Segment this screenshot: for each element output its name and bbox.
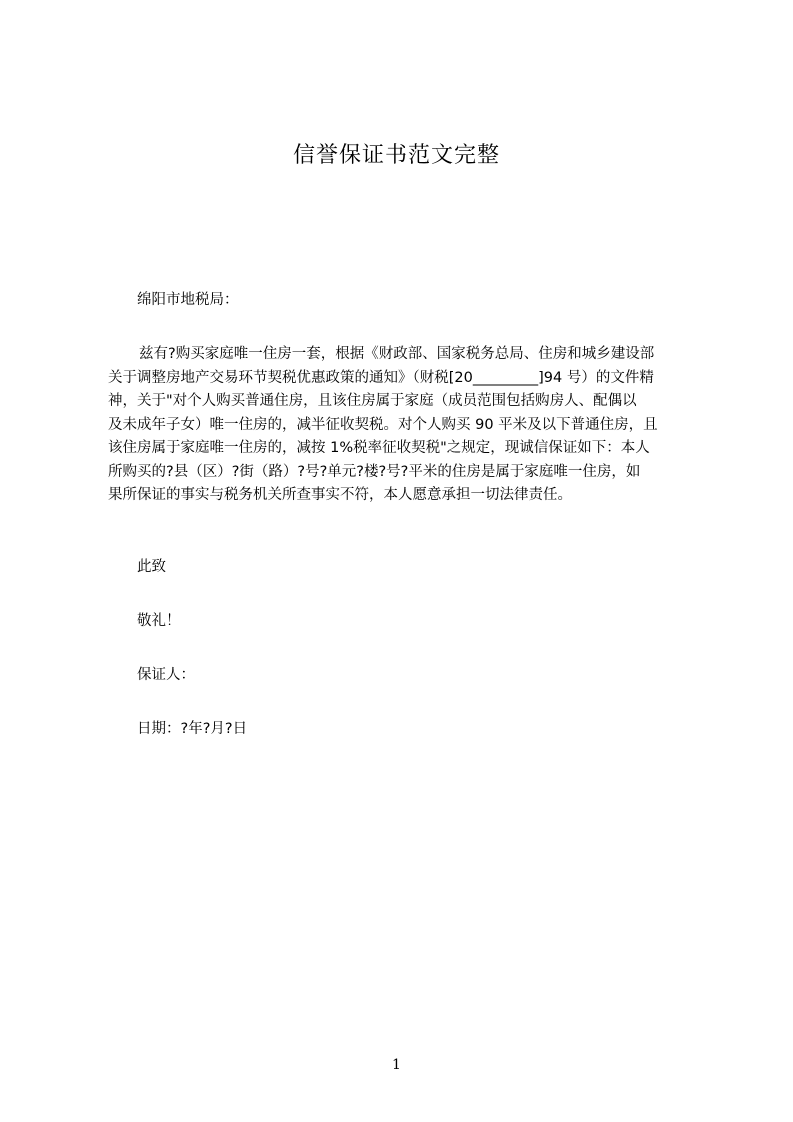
page-number: 1 [392,1057,401,1073]
salutation: 绵阳市地税局： [137,292,239,308]
body-line: 及未成年子女）唯一住房的，减半征收契税。对个人购买 90 平米及以下普通住房，且 [108,416,658,433]
body-line: 该住房属于家庭唯一住房的，减按 1%税率征收契税"之规定，现诚信保证如下：本人 [108,440,650,456]
guarantor-label: 保证人： [137,667,195,683]
closing-ci-zhi: 此致 [137,559,166,575]
date-label: 日期：?年?月?日 [137,721,248,737]
document-title: 信誉保证书范文完整 [292,143,500,168]
body-line: 神，关于"对个人购买普通住房，且该住房属于家庭（成员范围包括购房人、配偶以 [108,393,637,409]
closing-jing-li: 敬礼！ [137,613,181,629]
body-line: 所购买的?县（区）?街（路）?号?单元?楼?号?平米的住房是属于家庭唯一住房，如 [108,463,641,480]
body-line: 关于调整房地产交易环节契税优惠政策的通知》（财税[20_________]94 号）的文件精 [108,369,654,386]
body-line: 兹有?购买家庭唯一住房一套，根据《财政部、国家税务总局、住房和城乡建设部 [139,346,655,362]
body-line: 果所保证的事实与税务机关所查事实不符，本人愿意承担一切法律责任。 [108,487,572,503]
body-paragraph [108,343,708,508]
